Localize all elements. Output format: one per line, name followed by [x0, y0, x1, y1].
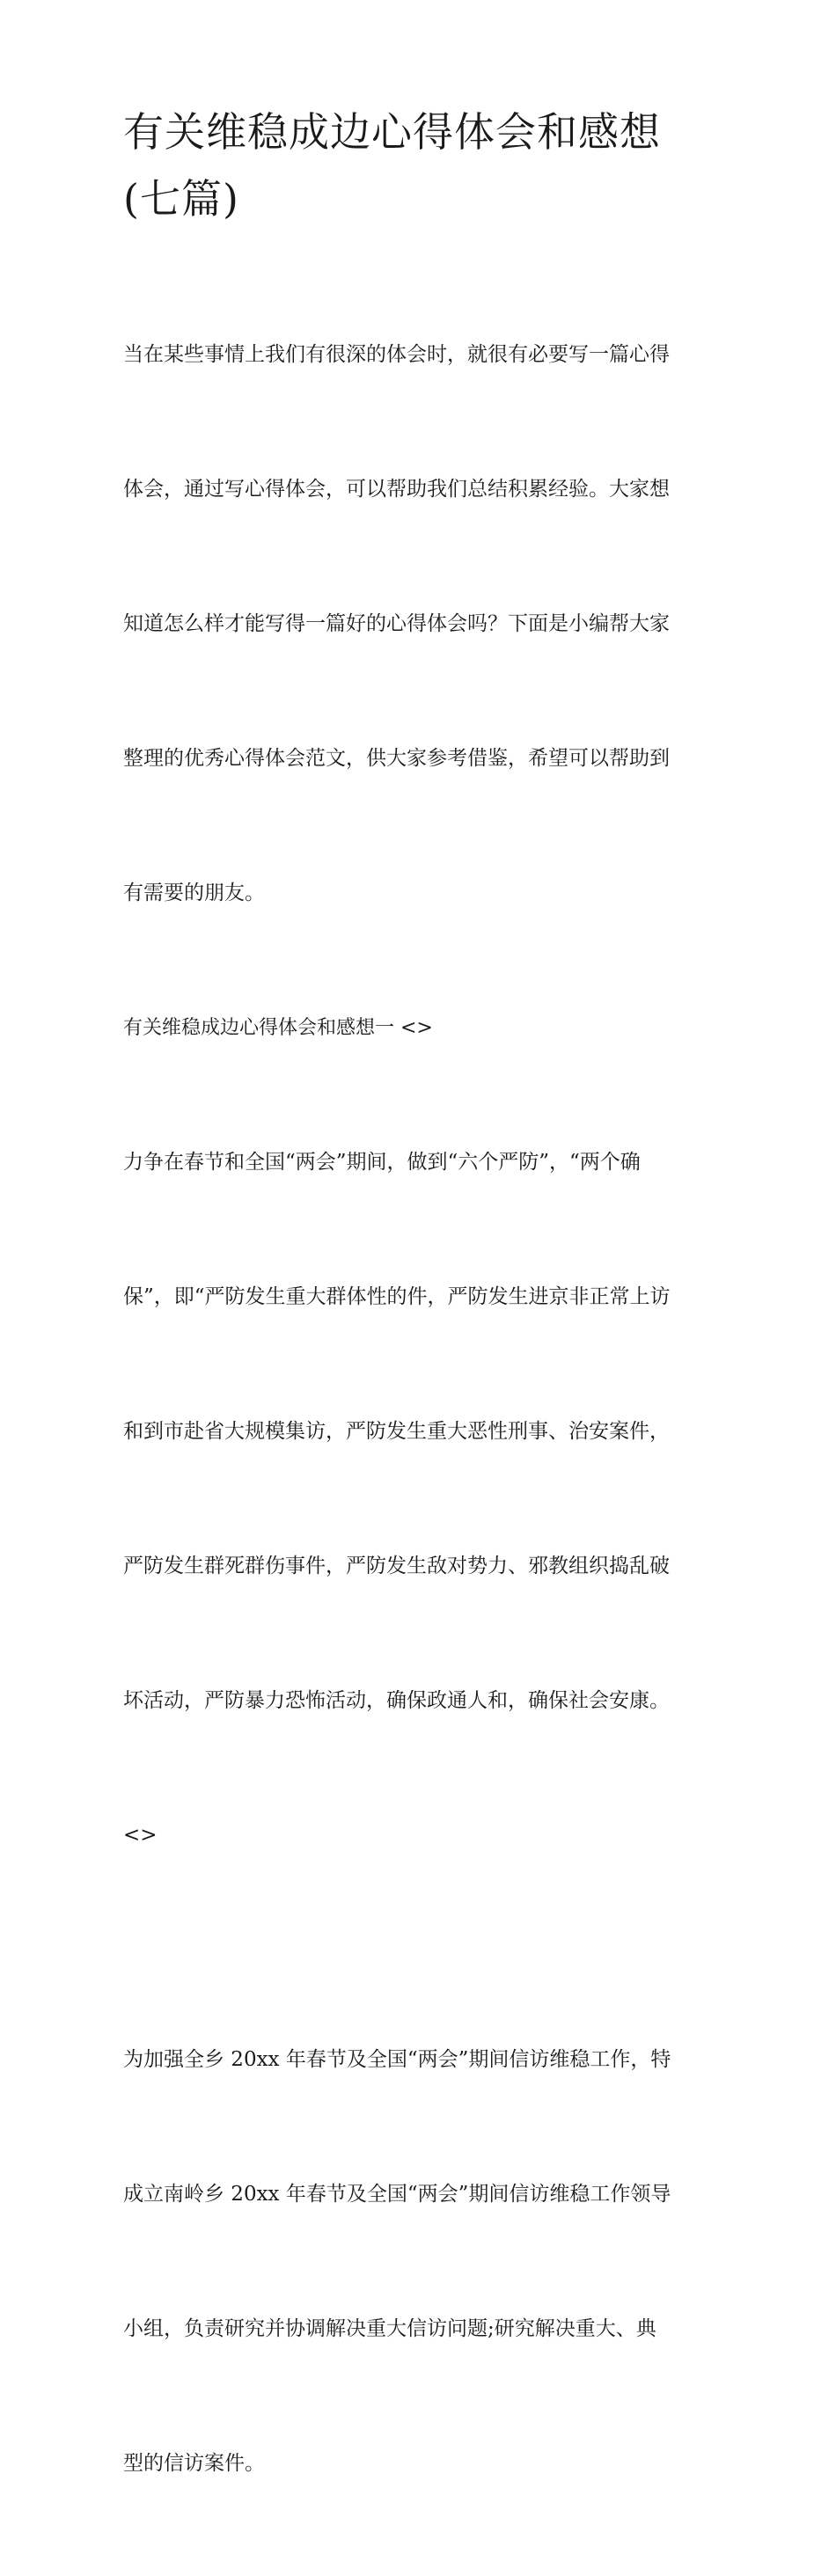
section2-line: 型的信访案件。 [123, 2452, 265, 2475]
intro-line: 体会，通过写心得体会，可以帮助我们总结积累经验。大家想 [123, 478, 670, 501]
section2-line: 为加强全乡 20xx 年春节及全国“两会”期间信访维稳工作，特 [123, 2048, 671, 2071]
intro-line: 当在某些事情上我们有很深的体会时，就很有必要写一篇心得 [123, 343, 670, 366]
section1-line: 严防发生群死群伤事件，严防发生敌对势力、邪教组织捣乱破 [123, 1555, 670, 1577]
section1-line: 保”，即“严防发生重大群体性的件，严防发生进京非正常上访 [123, 1285, 671, 1308]
title-line-1: 有关维稳成边心得体会和感想 [123, 108, 661, 156]
section2-line: 小组，负责研究并协调解决重大信访问题;研究解决重大、典 [123, 2317, 656, 2340]
title-line-2: (七篇) [123, 175, 239, 223]
intro-line: 有需要的朋友。 [123, 882, 265, 904]
document-body [123, 243, 722, 2576]
section1-line: 力争在春节和全国“两会”期间，做到“六个严防”，“两个确 [123, 1151, 641, 1174]
section1-line: <> [123, 1824, 158, 1847]
document-title [123, 99, 722, 232]
section2-paragraph [123, 1948, 722, 2576]
section1-line: 坏活动，严防暴力恐怖活动，确保政通人和，确保社会安康。 [123, 1689, 670, 1712]
intro-paragraph [123, 243, 722, 1006]
intro-line: 知道怎么样才能写得一篇好的心得体会吗？下面是小编帮大家 [123, 612, 670, 635]
section2-line: 成立南岭乡 20xx 年春节及全国“两会”期间信访维稳工作领导 [123, 2183, 671, 2206]
section1-line: 和到市赴省大规模集访，严防发生重大恶性刑事、治安案件， [123, 1420, 670, 1443]
section1-paragraph [123, 1050, 722, 1948]
intro-line: 整理的优秀心得体会范文，供大家参考借鉴，希望可以帮助到 [123, 747, 670, 770]
section-heading: 有关维稳成边心得体会和感想一 <> [123, 1017, 433, 1039]
